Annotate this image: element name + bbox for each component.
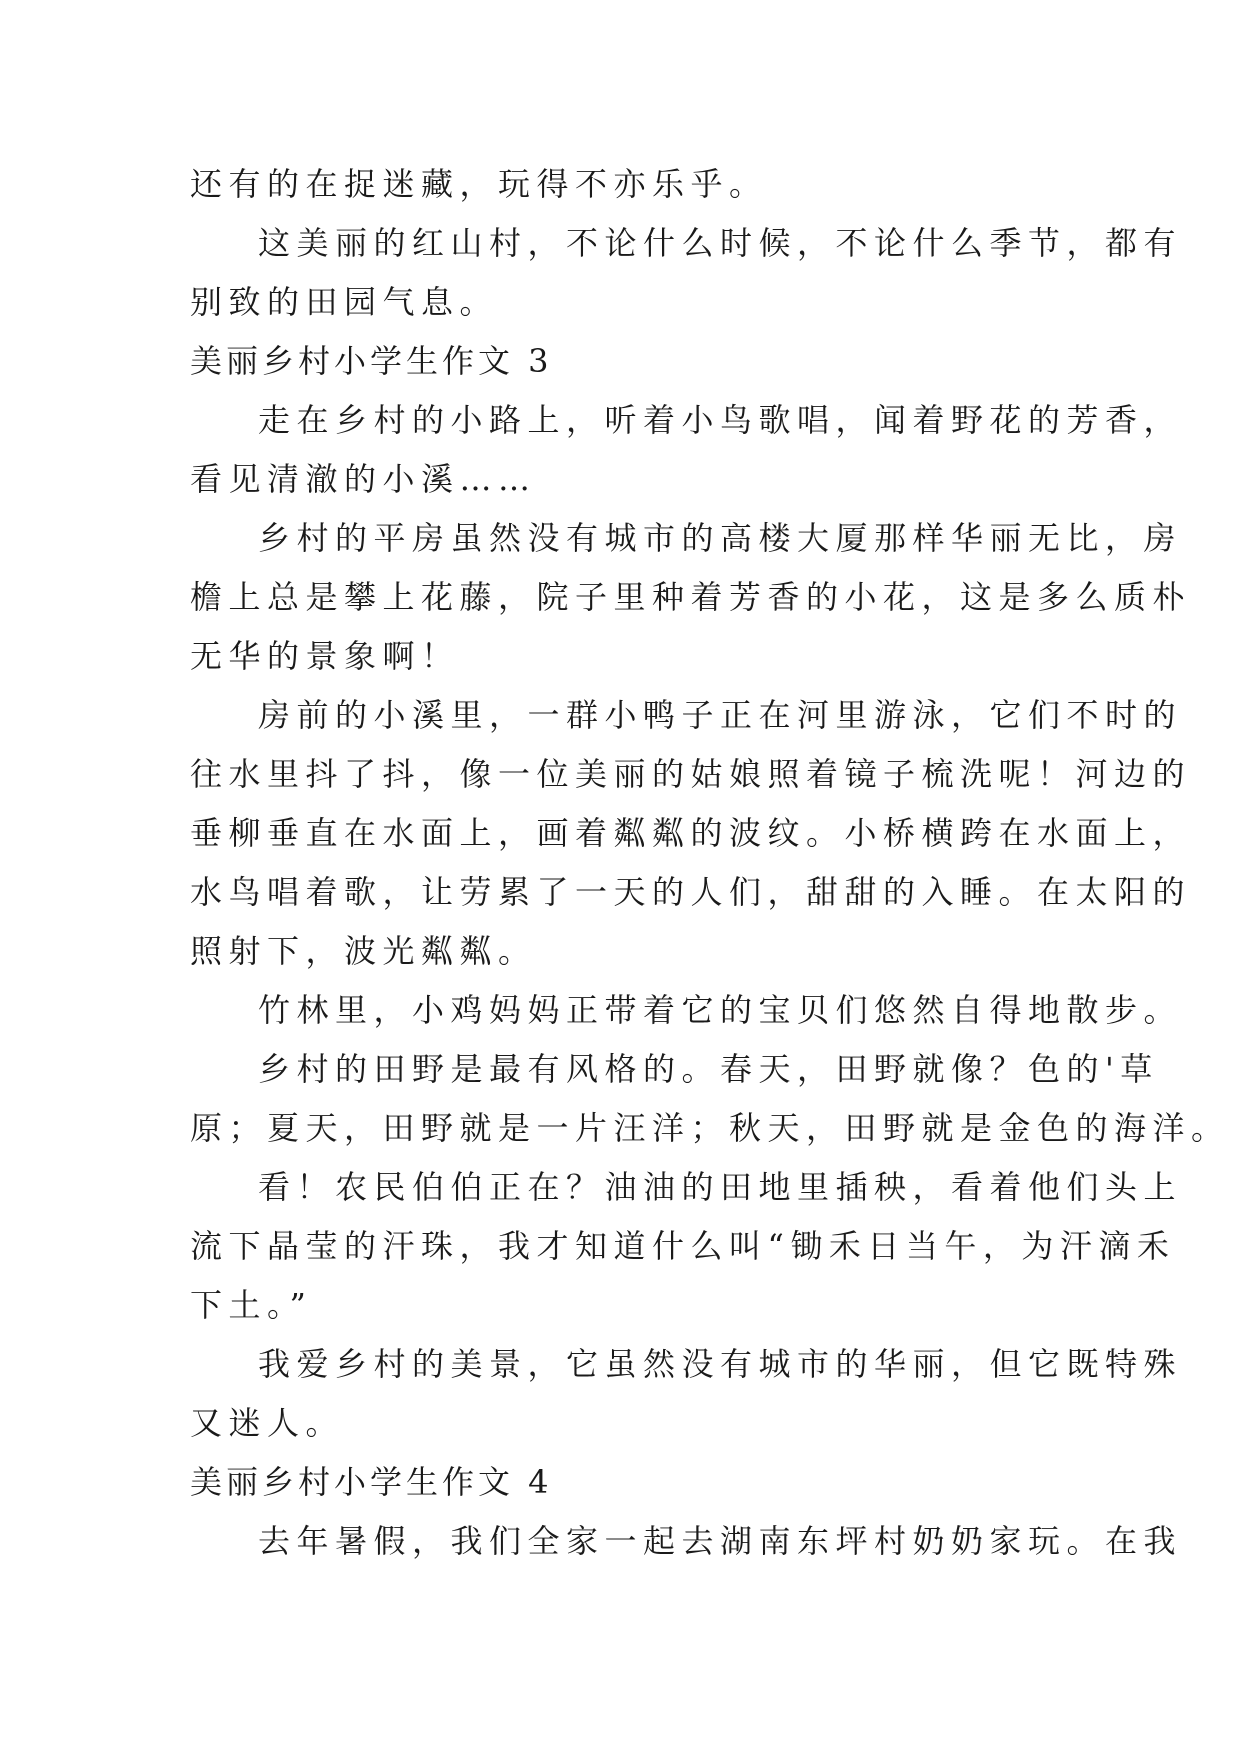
paragraph-line: 这美丽的红山村，不论什么时候，不论什么季节，都有	[258, 224, 1183, 262]
paragraph-line: 照射下，波光粼粼。	[190, 932, 537, 970]
paragraph-line: 去年暑假，我们全家一起去湖南东坪村奶奶家玩。在我	[258, 1522, 1183, 1560]
essay-heading: 美丽乡村小学生作文 3	[190, 342, 553, 380]
paragraph-line: 竹林里，小鸡妈妈正带着它的宝贝们悠然自得地散步。	[258, 991, 1183, 1029]
paragraph-line: 乡村的田野是最有风格的。春天，田野就像？色的'草	[258, 1050, 1159, 1088]
paragraph-line: 房前的小溪里，一群小鸭子正在河里游泳，它们不时的	[258, 696, 1183, 734]
essay-body	[190, 155, 1230, 1571]
paragraph-line: 走在乡村的小路上，听着小鸟歌唱，闻着野花的芳香，	[258, 401, 1183, 439]
paragraph-line: 看见清澈的小溪……	[190, 460, 537, 498]
paragraph-line: 流下晶莹的汗珠，我才知道什么叫“锄禾日当午，为汗滴禾	[190, 1227, 1176, 1265]
paragraph-line: 往水里抖了抖，像一位美丽的姑娘照着镜子梳洗呢！河边的	[190, 755, 1192, 793]
paragraph-line: 下土。”	[190, 1286, 313, 1324]
paragraph-line: 又迷人。	[190, 1404, 345, 1442]
paragraph-line: 无华的景象啊！	[190, 637, 460, 675]
paragraph-line: 水鸟唱着歌，让劳累了一天的人们，甜甜的入睡。在太阳的	[190, 873, 1192, 911]
paragraph-line: 还有的在捉迷藏，玩得不亦乐乎。	[190, 165, 768, 203]
paragraph-line: 看！农民伯伯正在？油油的田地里插秧，看着他们头上	[258, 1168, 1183, 1206]
paragraph-line: 乡村的平房虽然没有城市的高楼大厦那样华丽无比，房	[258, 519, 1183, 557]
paragraph-line: 垂柳垂直在水面上，画着粼粼的波纹。小桥横跨在水面上，	[190, 814, 1192, 852]
paragraph-line: 别致的田园气息。	[190, 283, 499, 321]
paragraph-line: 原；夏天，田野就是一片汪洋；秋天，田野就是金色的海洋。	[190, 1109, 1230, 1147]
paragraph-line: 我爱乡村的美景，它虽然没有城市的华丽，但它既特殊	[258, 1345, 1183, 1383]
paragraph-line: 檐上总是攀上花藤，院子里种着芳香的小花，这是多么质朴	[190, 578, 1192, 616]
essay-heading: 美丽乡村小学生作文 4	[190, 1463, 553, 1501]
